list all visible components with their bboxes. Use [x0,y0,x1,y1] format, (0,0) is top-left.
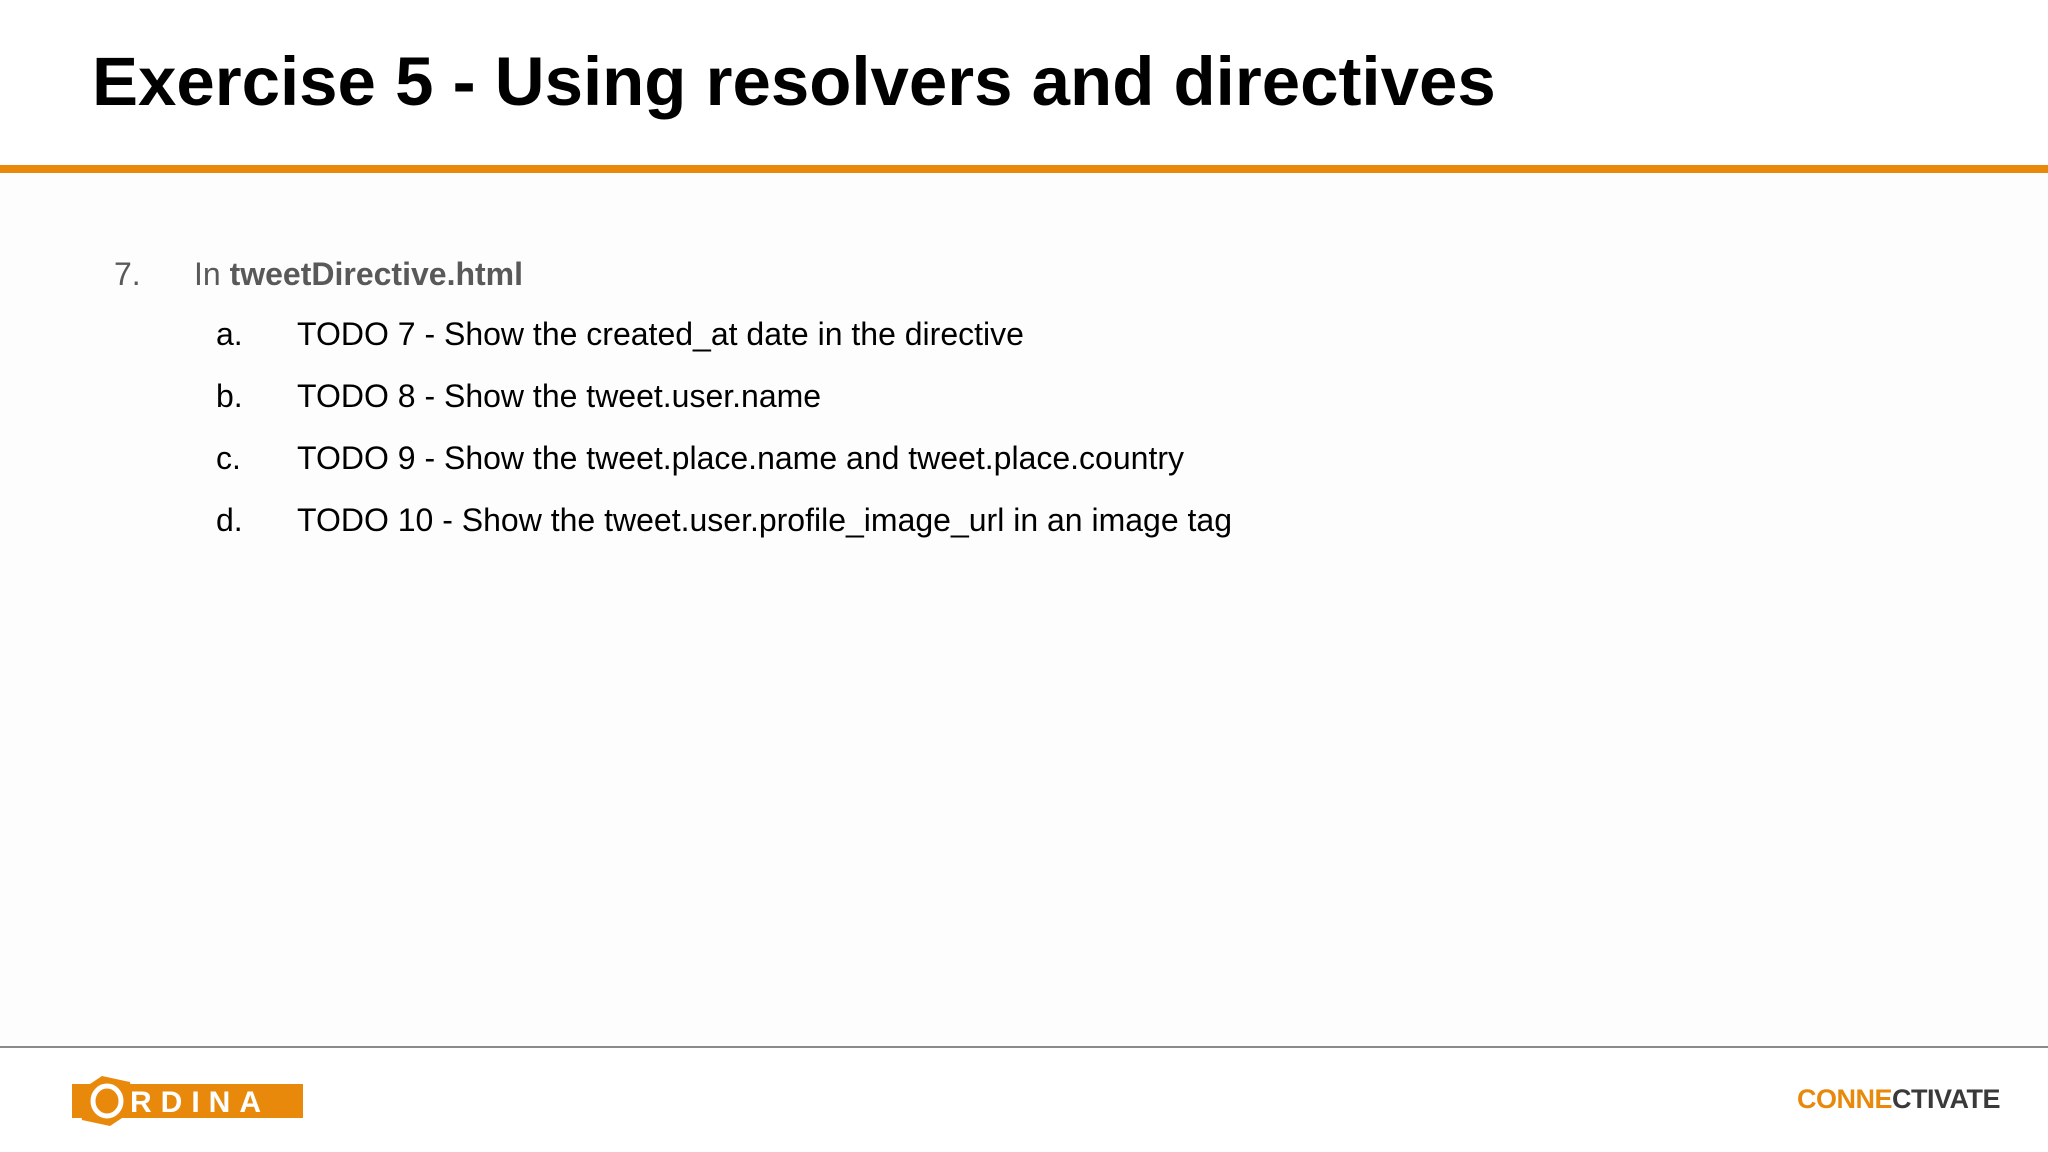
list-item-filename: tweetDirective.html [229,256,523,292]
slide-footer [0,1048,2048,1152]
connectivate-logo-part1: CONNE [1796,1084,1892,1114]
ordina-logo-text: RDINA [130,1086,270,1119]
sub-item-letter: c. [216,440,241,476]
slide-header [0,0,2048,165]
slide-title: Exercise 5 - Using resolvers and directives [92,43,1496,120]
connectivate-logo [1797,1082,2000,1116]
sub-item [0,314,1500,376]
sub-item-letter: b. [216,378,243,414]
list-item-prefix: In [194,256,230,292]
connectivate-logo-part2: CTIVATE [1892,1084,2000,1114]
sub-item-text: TODO 9 - Show the tweet.place.name and tweet.place.country [297,440,1184,476]
sub-item-text: TODO 8 - Show the tweet.user.name [297,378,822,414]
sub-item [0,376,1500,438]
header-accent-rule [0,165,2048,173]
sub-item-letter: a. [216,316,243,352]
sub-item [0,500,1500,562]
sub-item [0,438,1500,500]
list-item-number: 7. [114,256,141,292]
sub-item-text: TODO 10 - Show the tweet.user.profile_image_url in an image tag [297,502,1233,538]
sub-item-letter: d. [216,502,243,538]
list-item-text [194,254,523,294]
sub-item-text: TODO 7 - Show the created_at date in the directive [297,316,1024,352]
ordina-logo [72,1084,303,1118]
sub-item-list [0,314,1500,562]
